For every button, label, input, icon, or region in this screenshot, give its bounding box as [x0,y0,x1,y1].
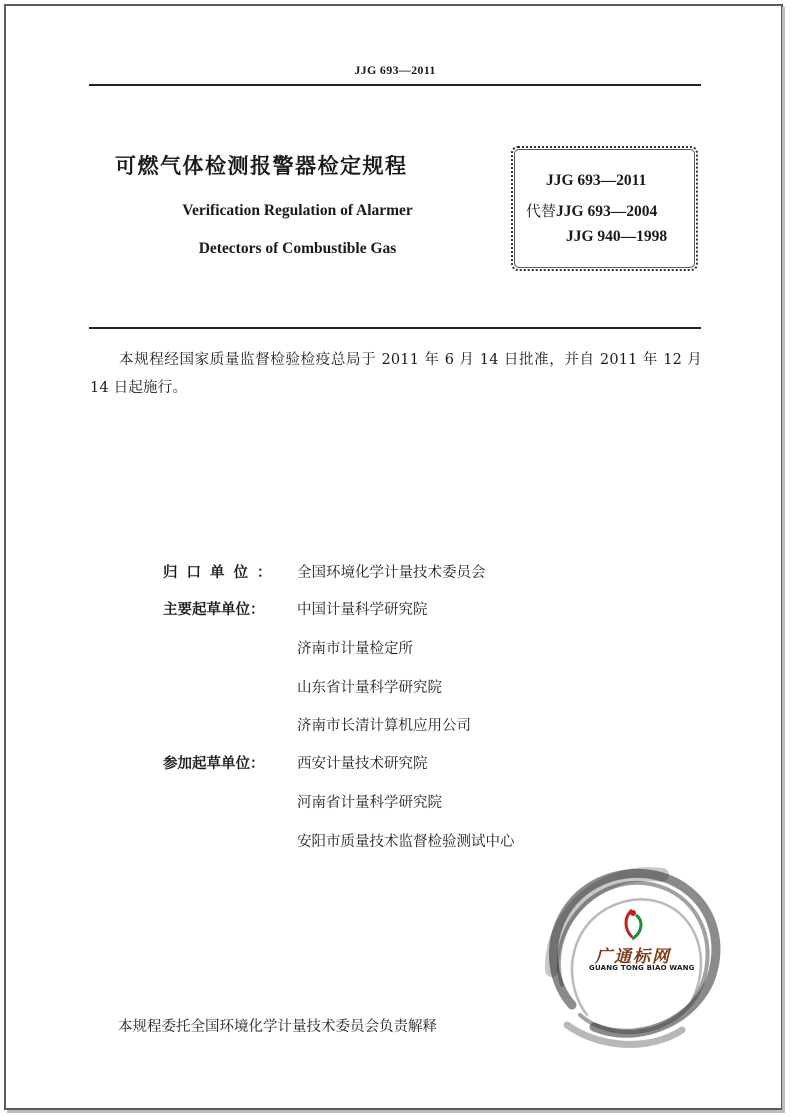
main-drafter-2: 济南市计量检定所 [297,641,413,657]
main-drafters-label: 主要起草单位： [163,602,265,618]
code-current: JJG 693—2011 [546,172,647,189]
main-drafter-4: 济南市长清计算机应用公司 [297,718,471,734]
interpretation-note: 本规程委托全国环境化学计量技术委员会负责解释 [118,1019,437,1035]
main-drafter-1: 中国计量科学研究院 [297,602,428,618]
header-standard-code: JJG 693—2011 [354,63,436,77]
code-replaces-prefix: 代替 [526,202,557,220]
title-english-line1: Verification Regulation of Alarmer [182,202,413,219]
title-english-line2: Detectors of Combustible Gas [198,240,397,257]
code-replaced-1: JJG 693—2004 [556,203,658,220]
responsible-unit-label: 归口单位： [163,565,281,581]
watermark-logo-icon [626,910,641,939]
section-divider [89,327,701,329]
main-drafter-3: 山东省计量科学研究院 [297,680,442,696]
responsible-unit: 全国环境化学计量技术委员会 [297,565,486,581]
participating-drafter-3: 安阳市质量技术监督检验测试中心 [297,834,515,850]
header-divider [89,84,701,86]
participating-drafter-1: 西安计量技术研究院 [297,756,428,772]
code-replaces [526,200,657,221]
code-replaced-2: JJG 940—1998 [566,228,668,245]
participating-drafters-label: 参加起草单位： [163,756,265,772]
watermark-name-en: GUANG TONG BIAO WANG [589,964,695,972]
watermark-name-cn: 广通标网 [595,947,671,967]
participating-drafter-2: 河南省计量科学研究院 [297,795,442,811]
title-chinese: 可燃气体检测报警器检定规程 [115,154,408,178]
approval-statement: 本规程经国家质量监督检验检疫总局于 2011 年 6 月 14 日批准，并自 2011 年 12 月 14 日起施行。 [90,352,702,396]
